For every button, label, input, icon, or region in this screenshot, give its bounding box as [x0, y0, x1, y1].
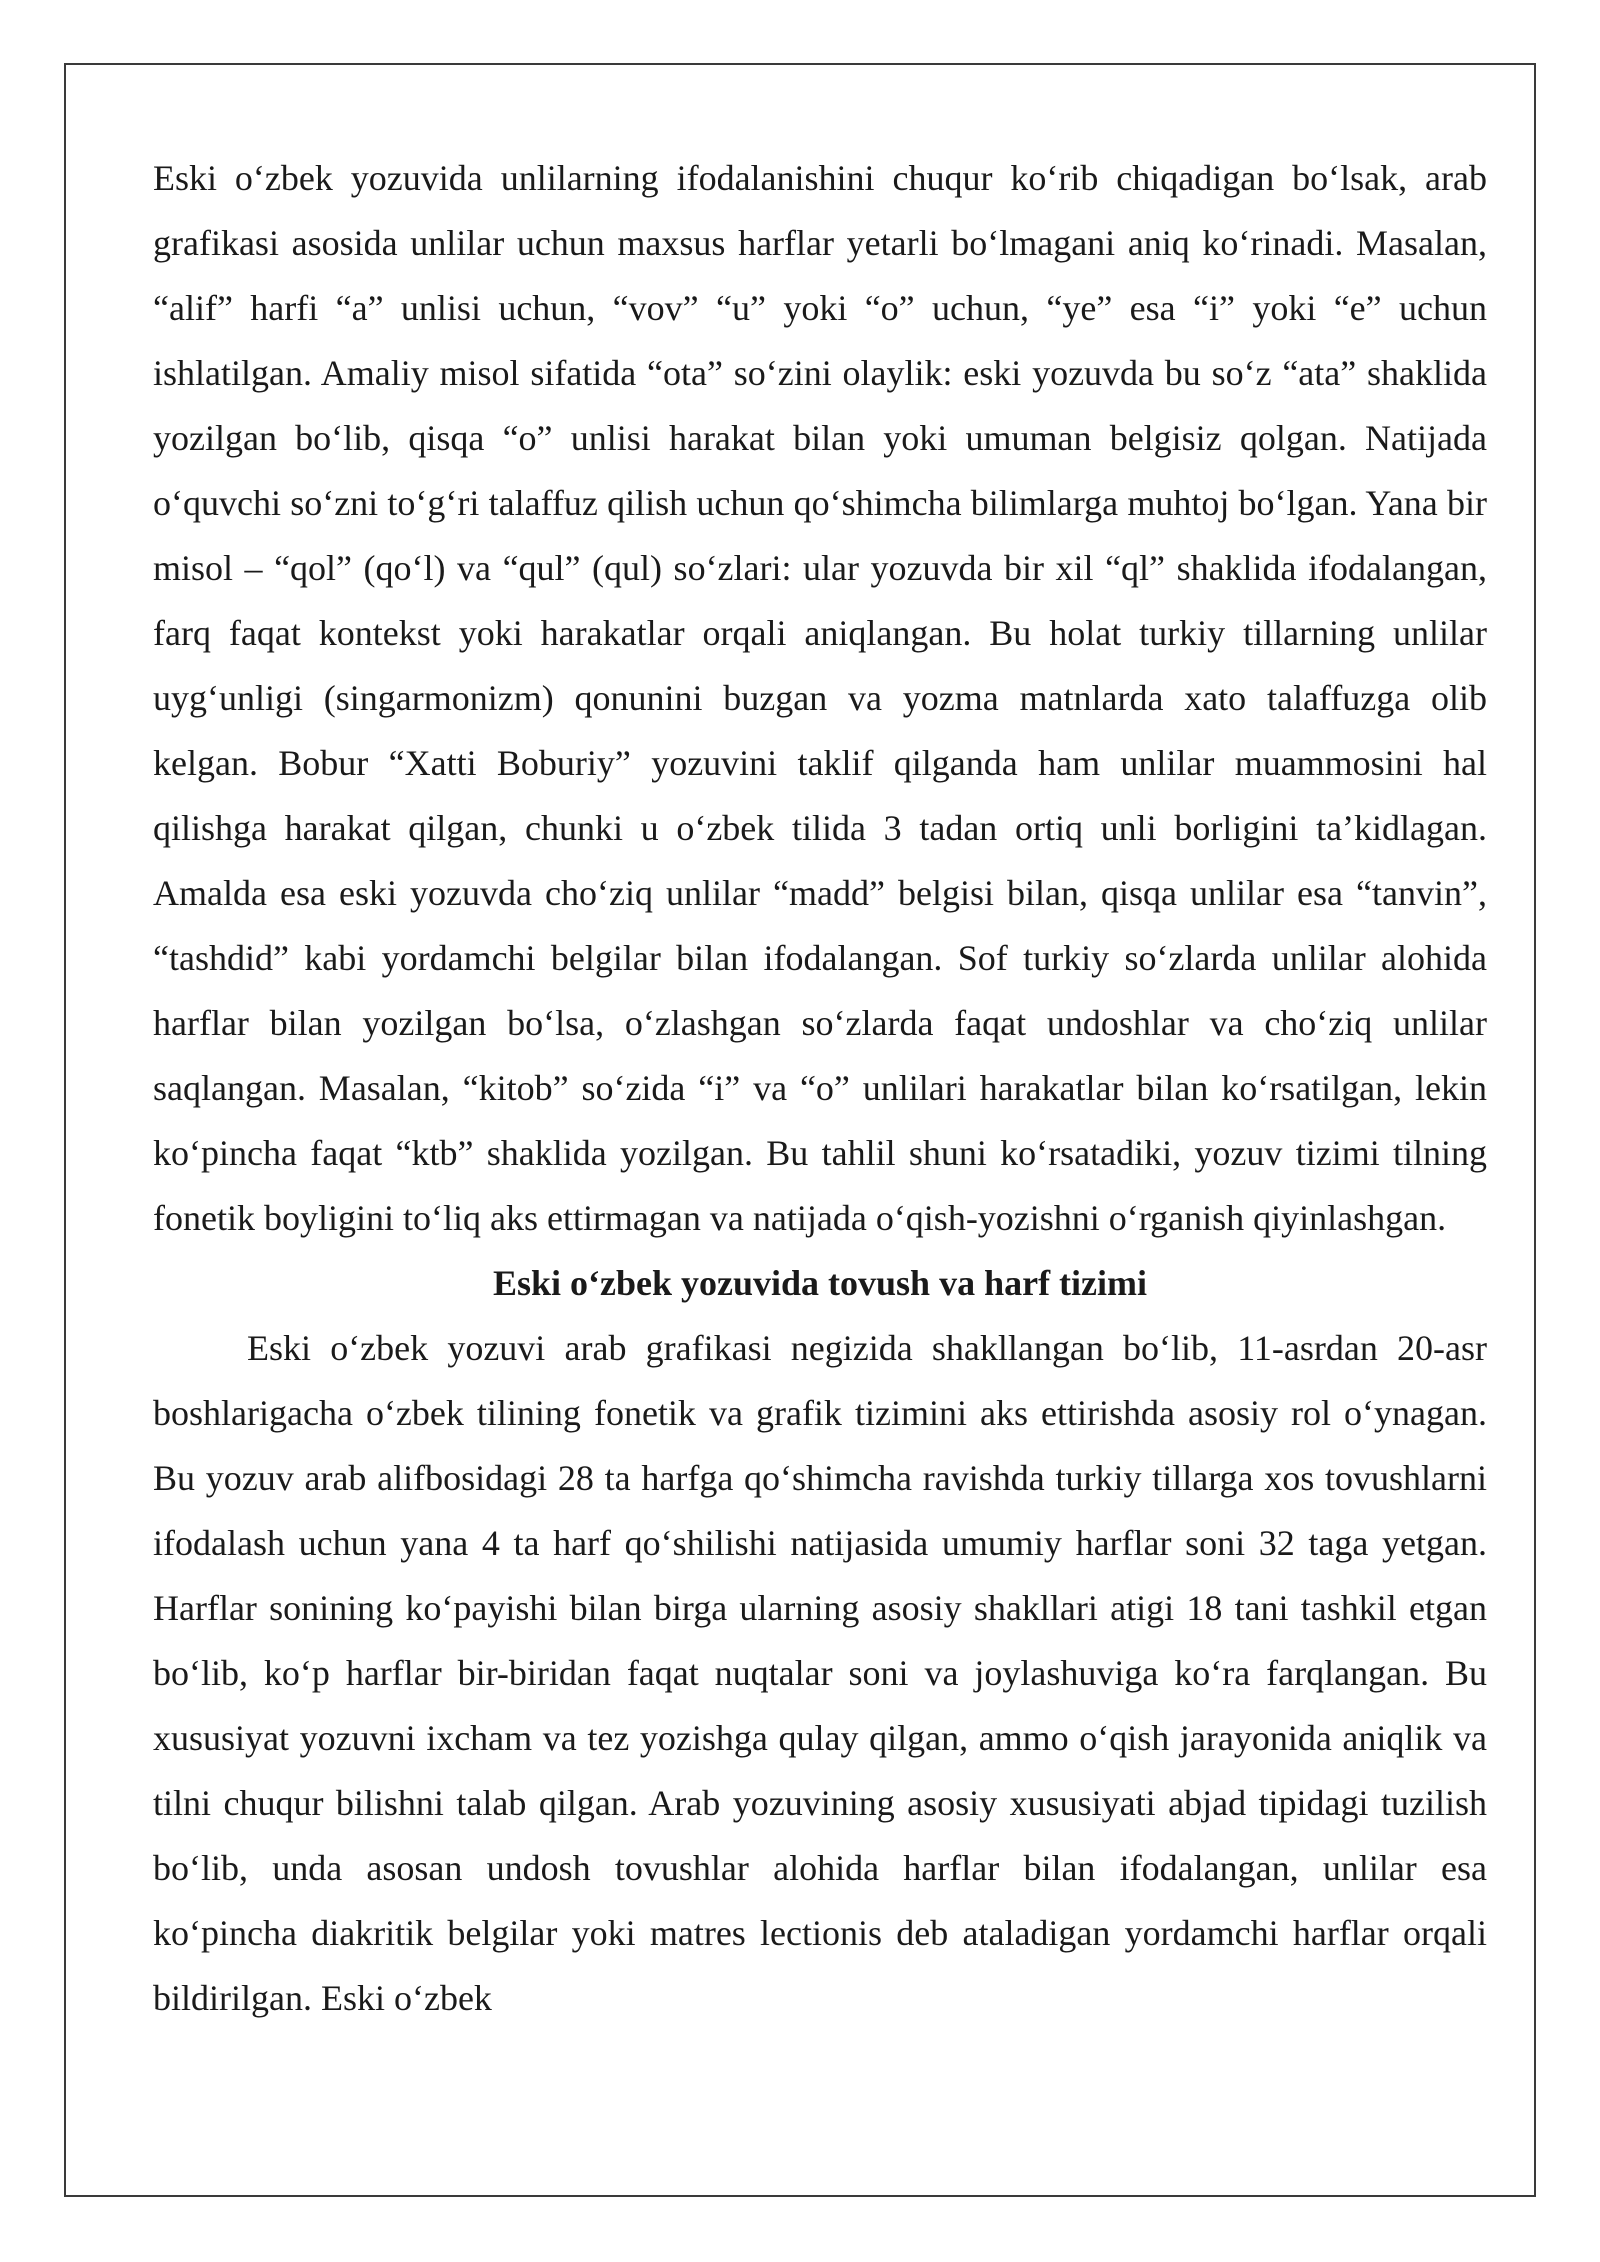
- body-paragraph-2: Eski o‘zbek yozuvi arab grafikasi negizida shakllangan bo‘lib, 11-asrdan 20-asr boshlarigacha o‘zbek tilining fonetik va grafik tizimini aks ettirishda asosiy rol o‘ynagan. Bu yozuv arab alifbosidagi 28 ta harfga qo‘shimcha ravishda turkiy tillarga xos tovushlarni ifodalash uchun yana 4 ta harf qo‘shilishi natijasida umumiy harflar soni 32 taga yetgan. Harflar sonining ko‘payishi bilan birga ularning asosiy shakllari atigi 18 tani tashkil etgan bo‘lib, ko‘p harflar bir-biridan faqat nuqtalar soni va joylashuviga ko‘ra farqlangan. Bu xususiyat yozuvni ixcham va tez yozishga qulay qilgan, ammo o‘qish jarayonida aniqlik va tilni chuqur bilishni talab qilgan. Arab yozuvining asosiy xususiyati abjad tipidagi tuzilish bo‘lib, unda asosan undosh tovushlar alohida harflar bilan ifodalangan, unlilar esa ko‘pincha diakritik belgilar yoki matres lectionis deb ataladigan yordamchi harflar orqali bildirilgan. Eski o‘zbek: [153, 1328, 1487, 2018]
- section-heading: Eski o‘zbek yozuvida tovush va harf tizimi: [492, 1263, 1148, 1303]
- document-body: [153, 146, 1487, 2031]
- body-paragraph-1: Eski o‘zbek yozuvida unlilarning ifodalanishini chuqur ko‘rib chiqadigan bo‘lsak, arab grafikasi asosida unlilar uchun maxsus harflar yetarli bo‘lmagani aniq ko‘rinadi. Masalan, “alif” harfi “a” unlisi uchun, “vov” “u” yoki “o” uchun, “ye” esa “i” yoki “e” uchun ishlatilgan. Amaliy misol sifatida “ota” so‘zini olaylik: eski yozuvda bu so‘z “ata” shaklida yozilgan bo‘lib, qisqa “o” unlisi harakat bilan yoki umuman belgisiz qolgan. Natijada o‘quvchi so‘zni to‘g‘ri talaffuz qilish uchun qo‘shimcha bilimlarga muhtoj bo‘lgan. Yana bir misol – “qol” (qo‘l) va “qul” (qul) so‘zlari: ular yozuvda bir xil “ql” shaklida ifodalangan, farq faqat kontekst yoki harakatlar orqali aniqlangan. Bu holat turkiy tillarning unlilar uyg‘unligi (singarmonizm) qonunini buzgan va yozma matnlarda xato talaffuzga olib kelgan. Bobur “Xatti Boburiy” yozuvini taklif qilganda ham unlilar muammosini hal qilishga harakat qilgan, chunki u o‘zbek tilida 3 tadan ortiq unli borligini ta’kidlagan. Amalda esa eski yozuvda cho‘ziq unlilar “madd” belgisi bilan, qisqa unlilar esa “tanvin”, “tashdid” kabi yordamchi belgilar bilan ifodalangan. Sof turkiy so‘zlarda unlilar alohida harflar bilan yozilgan bo‘lsa, o‘zlashgan so‘zlarda faqat undoshlar va cho‘ziq unlilar saqlangan. Masalan, “kitob” so‘zida “i” va “o” unlilari harakatlar bilan ko‘rsatilgan, lekin ko‘pincha faqat “ktb” shaklida yozilgan. Bu tahlil shuni ko‘rsatadiki, yozuv tizimi tilning fonetik boyligini to‘liq aks ettirmagan va natijada o‘qish-yozishni o‘rganish qiyinlashgan.: [153, 158, 1487, 1238]
